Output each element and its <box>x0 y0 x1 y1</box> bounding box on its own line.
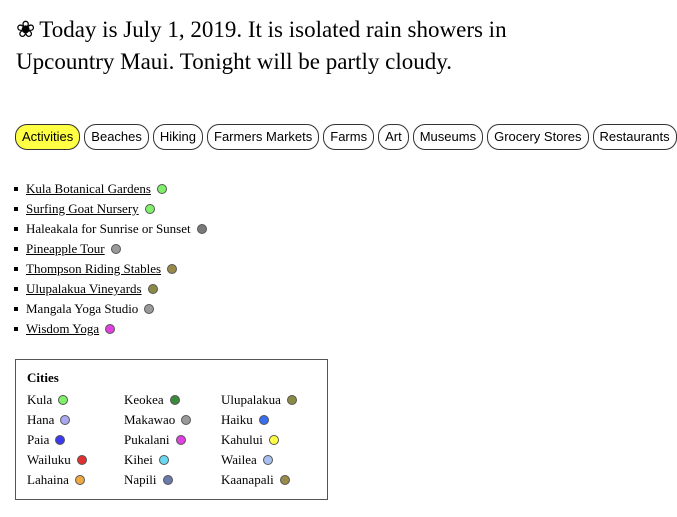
bullet-icon <box>14 307 18 311</box>
city-color-dot-icon <box>176 435 186 445</box>
city-name: Hana <box>27 412 55 427</box>
city-color-dot-icon <box>75 475 85 485</box>
city-name: Kula <box>27 392 53 407</box>
city-name: Kahului <box>221 432 263 447</box>
activities-list <box>14 179 207 339</box>
list-item <box>14 279 207 299</box>
city-color-dot-icon <box>167 264 177 274</box>
city-item <box>221 470 318 490</box>
list-item <box>14 259 207 279</box>
city-item <box>27 410 124 430</box>
list-item <box>14 179 207 199</box>
city-item <box>221 390 318 410</box>
bullet-icon <box>14 327 18 331</box>
city-name: Ulupalakua <box>221 392 281 407</box>
flower-icon: ❀ <box>16 17 36 42</box>
tab-art[interactable]: Art <box>378 124 409 150</box>
tab-farms[interactable]: Farms <box>323 124 374 150</box>
city-item <box>124 390 221 410</box>
list-item <box>14 219 207 239</box>
tab-activities[interactable]: Activities <box>15 124 80 150</box>
city-color-dot-icon <box>259 415 269 425</box>
city-name: Makawao <box>124 412 176 427</box>
city-color-dot-icon <box>197 224 207 234</box>
city-color-dot-icon <box>77 455 87 465</box>
activity-link[interactable]: Thompson Riding Stables <box>26 261 162 276</box>
city-name: Wailea <box>221 452 257 467</box>
city-color-dot-icon <box>144 304 154 314</box>
weather-text: Today is July 1, 2019. It is isolated rain showers in Upcountry Maui. Tonight will be partly cloudy. <box>16 17 507 74</box>
city-color-dot-icon <box>60 415 70 425</box>
city-item <box>124 430 221 450</box>
city-color-dot-icon <box>269 435 279 445</box>
activity-link[interactable]: Kula Botanical Gardens <box>26 181 151 196</box>
city-color-dot-icon <box>145 204 155 214</box>
list-item <box>14 199 207 219</box>
city-item <box>27 450 124 470</box>
list-item <box>14 239 207 259</box>
city-name: Napili <box>124 472 157 487</box>
city-name: Paia <box>27 432 50 447</box>
city-item <box>221 410 318 430</box>
weather-headline <box>16 14 591 78</box>
city-color-dot-icon <box>159 455 169 465</box>
tab-restaurants[interactable]: Restaurants <box>593 124 677 150</box>
city-item <box>221 430 318 450</box>
cities-legend <box>15 359 328 500</box>
city-color-dot-icon <box>111 244 121 254</box>
city-color-dot-icon <box>105 324 115 334</box>
city-name: Lahaina <box>27 472 69 487</box>
bullet-icon <box>14 187 18 191</box>
city-item <box>27 390 124 410</box>
bullet-icon <box>14 267 18 271</box>
city-item <box>124 450 221 470</box>
tab-grocery-stores[interactable]: Grocery Stores <box>487 124 588 150</box>
activity-link[interactable]: Ulupalakua Vineyards <box>26 281 142 296</box>
city-color-dot-icon <box>58 395 68 405</box>
activity-label: Mangala Yoga Studio <box>26 301 139 316</box>
tab-farmers-markets[interactable]: Farmers Markets <box>207 124 319 150</box>
city-item <box>27 470 124 490</box>
city-color-dot-icon <box>280 475 290 485</box>
bullet-icon <box>14 207 18 211</box>
city-color-dot-icon <box>170 395 180 405</box>
activity-link[interactable]: Pineapple Tour <box>26 241 105 256</box>
city-item <box>221 450 318 470</box>
category-tabs <box>15 124 677 150</box>
tab-hiking[interactable]: Hiking <box>153 124 203 150</box>
city-name: Wailuku <box>27 452 71 467</box>
city-name: Pukalani <box>124 432 170 447</box>
city-name: Keokea <box>124 392 164 407</box>
city-item <box>27 430 124 450</box>
list-item <box>14 319 207 339</box>
city-color-dot-icon <box>263 455 273 465</box>
bullet-icon <box>14 247 18 251</box>
cities-title: Cities <box>27 370 59 385</box>
list-item <box>14 299 207 319</box>
city-color-dot-icon <box>148 284 158 294</box>
city-color-dot-icon <box>163 475 173 485</box>
city-name: Kaanapali <box>221 472 274 487</box>
bullet-icon <box>14 287 18 291</box>
city-name: Haiku <box>221 412 253 427</box>
city-color-dot-icon <box>181 415 191 425</box>
tab-beaches[interactable]: Beaches <box>84 124 149 150</box>
bullet-icon <box>14 227 18 231</box>
city-item <box>124 410 221 430</box>
activity-link[interactable]: Surfing Goat Nursery <box>26 201 139 216</box>
activity-link[interactable]: Wisdom Yoga <box>26 321 100 336</box>
cities-grid <box>27 390 316 490</box>
city-color-dot-icon <box>157 184 167 194</box>
activity-label: Haleakala for Sunrise or Sunset <box>26 221 191 236</box>
city-item <box>124 470 221 490</box>
city-color-dot-icon <box>287 395 297 405</box>
city-name: Kihei <box>124 452 153 467</box>
tab-museums[interactable]: Museums <box>413 124 483 150</box>
city-color-dot-icon <box>55 435 65 445</box>
